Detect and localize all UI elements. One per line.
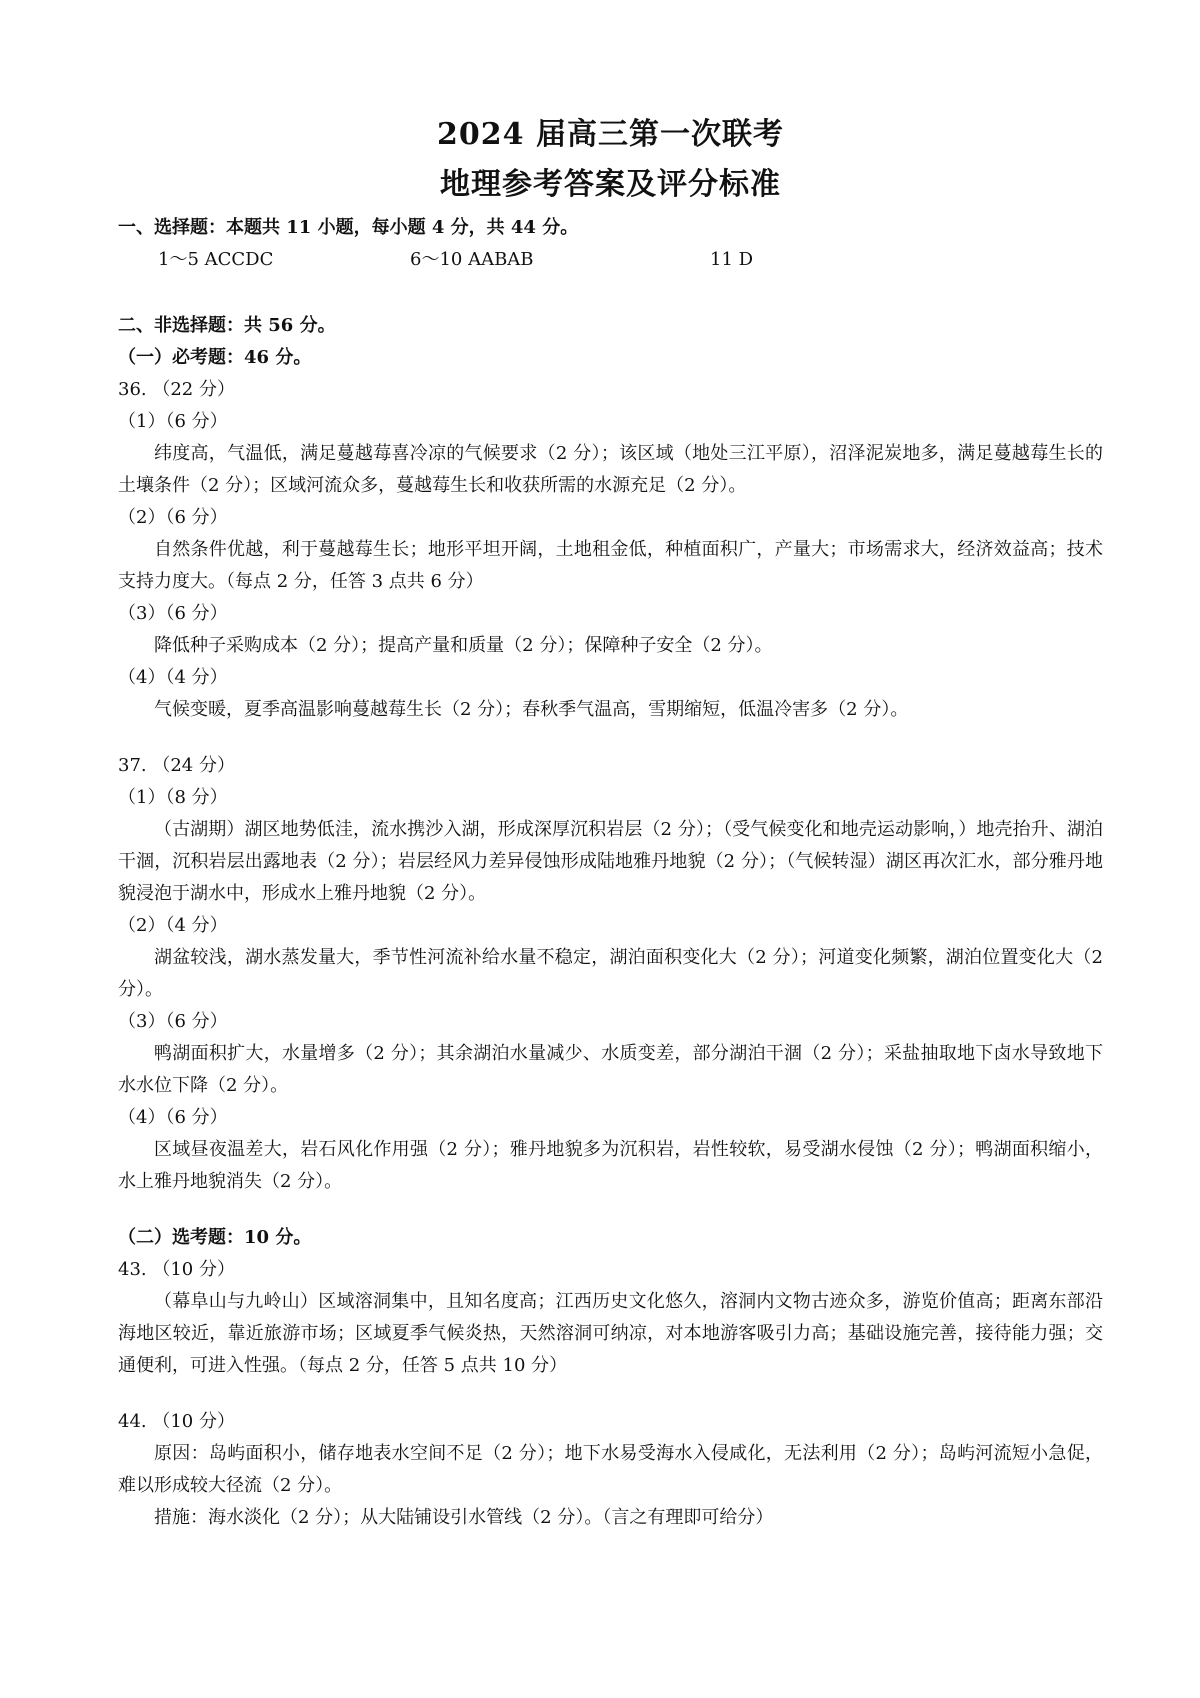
required-heading: （一）必考题：46 分。 [118, 347, 312, 368]
part1-heading: 一、选择题：本题共 11 小题，每小题 4 分，共 44 分。 [118, 217, 579, 238]
q44-label: 44. （10 分） [118, 1411, 235, 1432]
optional-heading: （二）选考题：10 分。 [118, 1227, 312, 1248]
q36-sub4-answer: 气候变暖，夏季高温影响蔓越莓生长（2 分）；春秋季气温高，雪期缩短，低温冷害多（2 分）。 [154, 699, 909, 720]
q36-label: 36. （22 分） [118, 379, 235, 400]
mc-answer-group-3: 11 D [710, 249, 754, 270]
q37-label: 37. （24 分） [118, 755, 235, 776]
q37-sub3-answer: 鸭湖面积扩大，水量增多（2 分）；其余湖泊水量减少、水质变差，部分湖泊干涸（2 分）；采盐抽取地下卤水导致地下水水位下降（2 分）。 [118, 1043, 1103, 1096]
q44-measure: 措施：海水淡化（2 分）；从大陆铺设引水管线（2 分）。（言之有理即可给分） [154, 1507, 774, 1528]
q36-sub2-answer: 自然条件优越，利于蔓越莓生长；地形平坦开阔，土地租金低，种植面积广，产量大；市场需求大，经济效益高；技术支持力度大。（每点 2 分，任答 3 点共 6 分） [118, 539, 1103, 592]
q43-label: 43. （10 分） [118, 1259, 235, 1280]
document-title: 2024 届高三第一次联考 [437, 117, 784, 152]
q37-sub2-label: （2）（4 分） [118, 915, 228, 936]
q37-sub4-answer: 区域昼夜温差大，岩石风化作用强（2 分）；雅丹地貌多为沉积岩，岩性较软，易受湖水侵蚀（2 分）；鸭湖面积缩小，水上雅丹地貌消失（2 分）。 [118, 1139, 1103, 1192]
q43-answer: （幕阜山与九岭山）区域溶洞集中，且知名度高；江西历史文化悠久，溶洞内文物古迹众多，游览价值高；距离东部沿海地区较近，靠近旅游市场；区域夏季气候炎热，天然溶洞可纳凉，对本地游客吸引力高；基础设施完善，接待能力强；交通便利，可进入性强。（每点 2 分，任答 5 点共 10 分） [118, 1291, 1103, 1376]
q37-sub4-label: （4）（6 分） [118, 1107, 228, 1128]
q36-sub3-answer: 降低种子采购成本（2 分）；提高产量和质量（2 分）；保障种子安全（2 分）。 [154, 635, 773, 656]
q37-sub1-answer: （古湖期）湖区地势低洼，流水携沙入湖，形成深厚沉积岩层（2 分）；（受气候变化和地壳运动影响，）地壳抬升、湖泊干涸，沉积岩层出露地表（2 分）；岩层经风力差异侵蚀形成陆地雅丹地貌（2 分）；（气候转湿）湖区再次汇水，部分雅丹地貌浸泡于湖水中，形成水上雅丹地貌（2 分）。 [118, 819, 1103, 904]
mc-answer-group-2: 6～10 AABAB [410, 249, 534, 270]
q37-sub3-label: （3）（6 分） [118, 1011, 228, 1032]
q36-sub1-label: （1）（6 分） [118, 411, 228, 432]
q44-reason: 原因：岛屿面积小，储存地表水空间不足（2 分）；地下水易受海水入侵咸化，无法利用（2 分）；岛屿河流短小急促，难以形成较大径流（2 分）。 [118, 1443, 1103, 1496]
q36-sub4-label: （4）（4 分） [118, 667, 228, 688]
part2-heading: 二、非选择题：共 56 分。 [118, 315, 336, 336]
q36-sub3-label: （3）（6 分） [118, 603, 228, 624]
answer-document [118, 112, 1103, 1534]
spacer [118, 1382, 1103, 1406]
q37-sub2-answer: 湖盆较浅，湖水蒸发量大，季节性河流补给水量不稳定，湖泊面积变化大（2 分）；河道变化频繁，湖泊位置变化大（2 分）。 [118, 947, 1103, 1000]
mc-answers-row [118, 244, 1103, 276]
q36-sub2-label: （2）（6 分） [118, 507, 228, 528]
document-subtitle: 地理参考答案及评分标准 [440, 167, 781, 202]
spacer [118, 1198, 1103, 1222]
mc-answer-group-1: 1～5 ACCDC [158, 249, 274, 270]
q37-sub1-label: （1）（8 分） [118, 787, 228, 808]
q36-sub1-answer: 纬度高，气温低，满足蔓越莓喜冷凉的气候要求（2 分）；该区域（地处三江平原），沼泽泥炭地多，满足蔓越莓生长的土壤条件（2 分）；区域河流众多，蔓越莓生长和收获所需的水源充足（2 分）。 [118, 443, 1103, 496]
spacer [118, 726, 1103, 750]
